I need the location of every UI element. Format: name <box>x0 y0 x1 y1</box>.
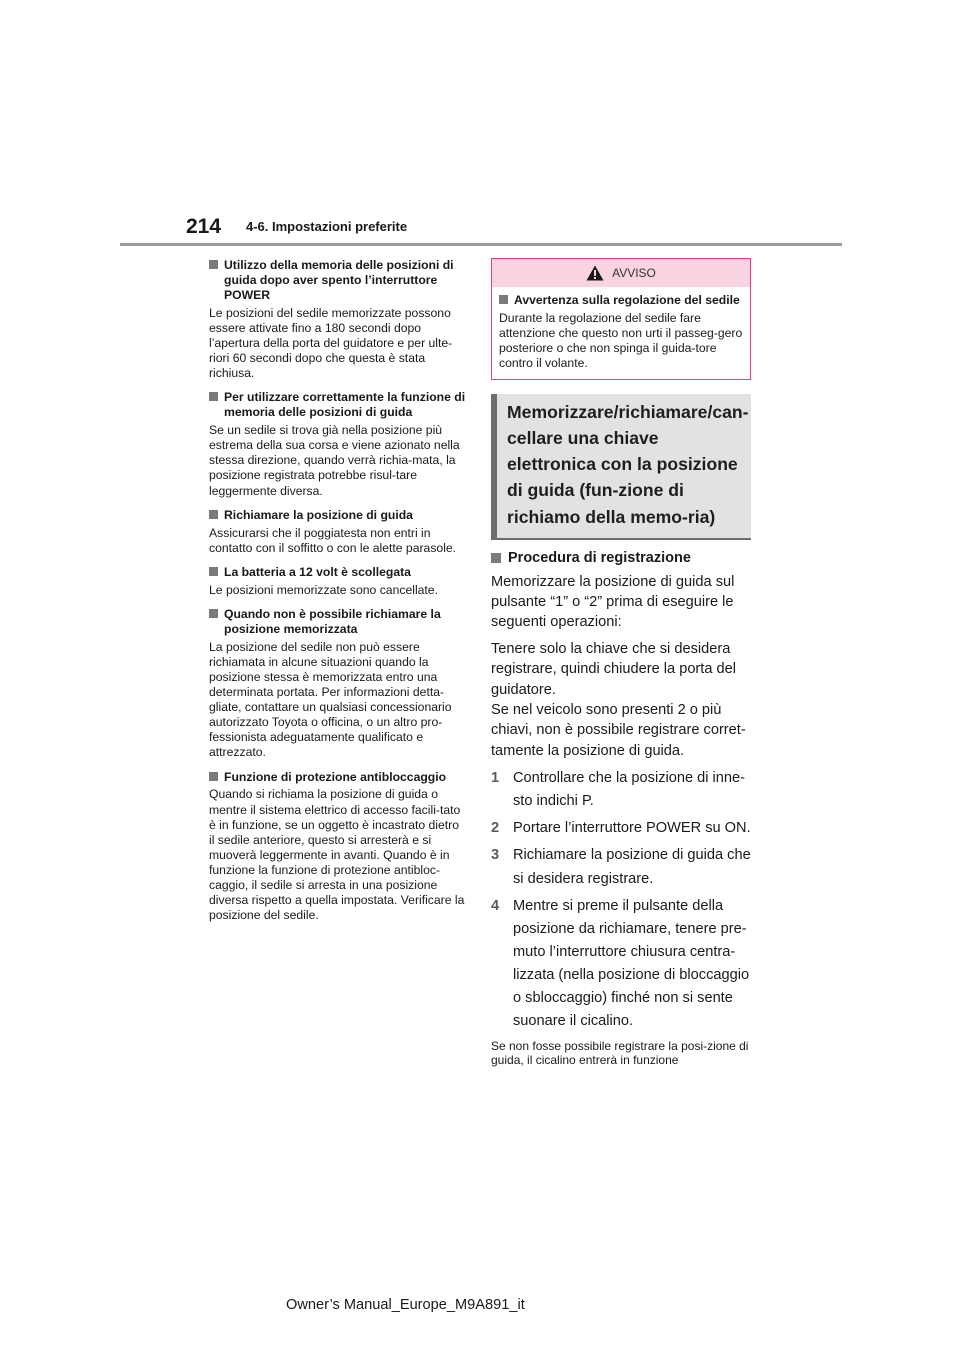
step-item <box>491 844 751 890</box>
note-title: Funzione di protezione antibloccaggio <box>224 769 447 784</box>
note-title: Utilizzo della memoria delle posizioni di guida dopo aver spento l’interruttore POWER <box>224 258 454 302</box>
section-heading: Memorizzare/richiamare/can-cellare una chiave elettronica con la posizione di guida (fun-zione di richiamo della memo-ria) <box>507 402 749 527</box>
procedure-intro: Memorizzare la posizione di guida sul pulsante “1” o “2” prima di eseguire le seguenti operazioni: <box>491 573 735 631</box>
step-number: 2 <box>491 820 500 837</box>
square-bullet-icon <box>209 260 218 269</box>
square-bullet-icon <box>209 609 218 618</box>
step-number: 4 <box>491 897 500 914</box>
note-body: La posizione del sedile non può essere richiamata in alcune situazioni quando la posizione stessa è memorizzata entro una determinata portata. Per informazioni detta-gliate, contattare un qualsiasi concessionario autorizzato Toyota o officina, o un altro pro-fessionista adeguatamente qualificato e attrezzato. <box>209 639 452 760</box>
section-heading-box <box>491 394 751 539</box>
square-bullet-icon <box>491 553 501 563</box>
footer-manual-id: Owner’s Manual_Europe_M9A891_it <box>286 1297 525 1313</box>
note-title: Richiamare la posizione di guida <box>224 507 413 522</box>
warning-header <box>492 259 750 287</box>
right-column <box>491 258 751 1068</box>
procedure-note: Se non fosse possibile registrare la posi-zione di guida, il cicalino entrerà in funzione <box>491 1038 749 1068</box>
note-body: Quando si richiama la posizione di guida o mentre il sistema elettrico di accesso facili-tato è in funzione, se un oggetto è incastrato dietro il sedile anteriore, questo si arresterà e si muoverà leggermente in avanti. Quando è in funzione la funzione di protezione antibloc-caggio, il sedile si arresta in una posizione diversa rispetto a quella impostata. Verificare la posizione del sedile. <box>209 787 465 923</box>
square-bullet-icon <box>209 772 218 781</box>
note-recall-position <box>209 508 467 556</box>
square-bullet-icon <box>209 567 218 576</box>
header-rule <box>120 243 842 246</box>
section-header: 4-6. Impostazioni preferite <box>246 219 408 234</box>
warning-box <box>491 258 751 380</box>
page-number: 214 <box>186 215 222 238</box>
note-battery-disconnected <box>209 565 467 598</box>
step-text: Richiamare la posizione di guida che si desidera registrare. <box>513 847 751 887</box>
procedure-para-key: Tenere solo la chiave che si desidera registrare, quindi chiudere la porta del guidatore. <box>491 640 736 698</box>
note-body: Se un sedile si trova già nella posizione più estrema della sua corsa e viene azionato nella stessa direzione, quando verrà richia-mata, la posizione registrata potrebbe risul-tare leggermente diversa. <box>209 423 460 498</box>
square-bullet-icon <box>499 295 508 304</box>
warning-title: Avvertenza sulla regolazione del sedile <box>514 293 740 307</box>
warning-body: Durante la regolazione del sedile fare attenzione che questo non urti il passeg-gero posteriore o che non spinga il guida-tore contro il volante. <box>499 310 743 371</box>
square-bullet-icon <box>209 392 218 401</box>
procedure-para-multiple-keys: Se nel veicolo sono presenti 2 o più chiavi, non è possibile registrare corret-tamente la posizione di guida. <box>491 702 746 759</box>
procedure-title: Procedura di registrazione <box>508 549 691 566</box>
step-item <box>491 767 751 813</box>
note-body: Assicurarsi che il poggiatesta non entri in contatto con il soffitto o con le alette parasole. <box>209 525 457 555</box>
step-item <box>491 895 751 1033</box>
warning-label: AVVISO <box>612 266 656 280</box>
square-bullet-icon <box>209 510 218 519</box>
left-column <box>209 258 467 933</box>
step-text: Mentre si preme il pulsante della posizione da richiamare, tenere pre-muto l’interruttore chiusura centra-lizzata (nella posizione di bloccaggio o sbloccaggio) finché non si sente suonare il cicalino. <box>513 897 750 1029</box>
note-anti-pinch <box>209 770 467 924</box>
step-number: 3 <box>491 847 500 864</box>
step-item <box>491 817 751 840</box>
note-body: Le posizioni memorizzate sono cancellate. <box>209 582 438 597</box>
note-cannot-recall <box>209 607 467 761</box>
warning-triangle-icon <box>586 265 604 281</box>
note-memory-after-power-off <box>209 258 467 381</box>
note-title: Quando non è possibile richiamare la posizione memorizzata <box>224 606 441 636</box>
note-body: Le posizioni del sedile memorizzate possono essere attivate fino a 180 secondi dopo l’apertura della porta del guidatore e per ulte-riori 60 secondi dopo che questa è stata richiusa. <box>209 305 453 381</box>
note-correct-use <box>209 390 467 498</box>
note-title: La batteria a 12 volt è scollegata <box>224 564 411 579</box>
note-title: Per utilizzare correttamente la funzione di memoria delle posizioni di guida <box>224 390 466 420</box>
step-text: Portare l’interruttore POWER su ON. <box>513 820 751 837</box>
step-number: 1 <box>491 770 500 787</box>
step-text: Controllare che la posizione di inne-sto indichi P. <box>513 770 746 810</box>
